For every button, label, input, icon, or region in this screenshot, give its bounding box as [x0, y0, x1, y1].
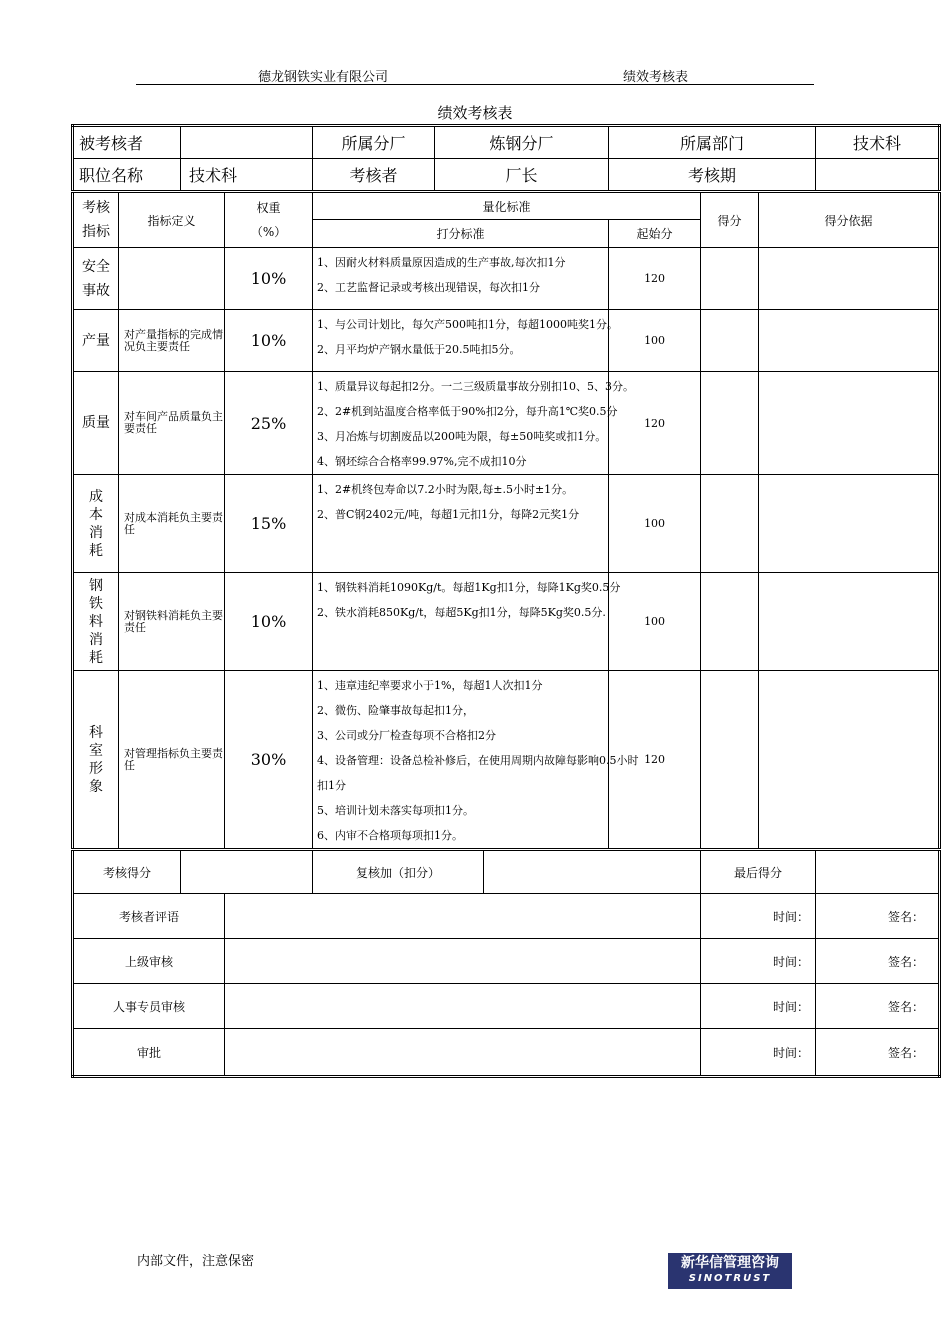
score-cell [701, 248, 759, 310]
examiner-value: 厂长 [435, 159, 609, 192]
approval-row [73, 939, 940, 984]
approval-row [73, 894, 940, 939]
definition-cell [119, 248, 225, 310]
approval-comment [225, 1029, 701, 1077]
approval-time: 时间： [701, 894, 816, 939]
table-row [73, 475, 940, 573]
dept-label: 所属部门 [609, 126, 816, 159]
approval-sign: 签名： [816, 984, 940, 1029]
col-quant: 量化标准 [313, 192, 701, 220]
score-cell [701, 372, 759, 475]
criteria-cell: 1、违章违纪率要求小于1%，每超1人次扣1分 2、微伤、险肇事故每起扣1分， 3、公司或分厂检查每项不合格扣2分 4、设备管理：设备总检补修后，在使用周期内故障每影响0.5小时 扣1分 5、培训计划未落实每项扣1分。 6、内审不合格项每项扣1分。 [313, 671, 609, 850]
table-row [73, 310, 940, 372]
table-row [73, 573, 940, 671]
approval-time: 时间： [701, 939, 816, 984]
approval-comment [225, 894, 701, 939]
period-label: 考核期 [609, 159, 816, 192]
criteria-cell: 1、质量异议每起扣2分。一二三级质量事故分别扣10、5、3分。 2、2#机到站温度合格率低于90%扣2分，每升高1℃奖0.5分 3、月冶炼与切割废品以200吨为限，每±50吨奖或扣1分。 4、钢坯综合合格率99.97%,完不成扣10分 [313, 372, 609, 475]
start-score-cell: 120 [609, 248, 701, 310]
weight-cell: 25% [225, 372, 313, 475]
factory-label: 所属分厂 [313, 126, 435, 159]
approval-sign: 签名： [816, 939, 940, 984]
weight-cell: 10% [225, 248, 313, 310]
approval-label: 考核者评语 [73, 894, 225, 939]
basis-cell [759, 372, 940, 475]
start-score-cell: 100 [609, 475, 701, 573]
basis-cell [759, 573, 940, 671]
score-cell [701, 573, 759, 671]
start-score-cell: 120 [609, 372, 701, 475]
examiner-label: 考核者 [313, 159, 435, 192]
col-score: 得分 [701, 192, 759, 248]
header-company: 德龙钢铁实业有限公司 [258, 70, 389, 85]
logo-cn-text: 新华信管理咨询 [681, 1255, 779, 1271]
basis-cell [759, 248, 940, 310]
criteria-cell: 1、因耐火材料质量原因造成的生产事故,每次扣1分 2、工艺监督记录或考核出现错误，每次扣1分 [313, 248, 609, 310]
examinee-label: 被考核者 [73, 126, 181, 159]
definition-cell: 对管理指标负主要责任 [119, 671, 225, 850]
position-value: 技术科 [181, 159, 313, 192]
basis-cell [759, 310, 940, 372]
weight-cell: 30% [225, 671, 313, 850]
definition-cell: 对产量指标的完成情况负主要责任 [119, 310, 225, 372]
criteria-cell: 1、与公司计划比，每欠产500吨扣1分，每超1000吨奖1分。 2、月平均炉产钢水量低于20.5吨扣5分。 [313, 310, 609, 372]
score-cell [701, 475, 759, 573]
col-definition: 指标定义 [119, 192, 225, 248]
approval-row [73, 984, 940, 1029]
definition-cell: 对钢铁料消耗负主要责任 [119, 573, 225, 671]
position-label: 职位名称 [73, 159, 181, 192]
review-value [484, 850, 701, 894]
examinee-value [181, 126, 313, 159]
definition-cell: 对车间产品质量负主要责任 [119, 372, 225, 475]
sinotrust-logo [668, 1253, 792, 1289]
appraisal-table [71, 124, 941, 1078]
indicator-cell: 质量 [73, 372, 119, 475]
approval-sign: 签名： [816, 1029, 940, 1077]
confidential-note: 内部文件，注意保密 [137, 1254, 255, 1269]
summary-row [73, 850, 940, 894]
review-label: 复核加（扣分） [313, 850, 484, 894]
logo-en-text: SINOTRUST [688, 1273, 772, 1284]
page-title: 绩效考核表 [437, 104, 513, 122]
col-weight: 权重 （%） [225, 192, 313, 248]
definition-cell: 对成本消耗负主要责任 [119, 475, 225, 573]
weight-cell: 10% [225, 573, 313, 671]
approval-sign: 签名： [816, 894, 940, 939]
start-score-cell: 120 [609, 671, 701, 850]
approval-label: 上级审核 [73, 939, 225, 984]
approval-comment [225, 939, 701, 984]
table-row [73, 671, 940, 850]
factory-value: 炼钢分厂 [435, 126, 609, 159]
header-form-name: 绩效考核表 [623, 70, 689, 85]
approval-label: 人事专员审核 [73, 984, 225, 1029]
approval-label: 审批 [73, 1029, 225, 1077]
period-value [816, 159, 940, 192]
col-start-score: 起始分 [609, 220, 701, 248]
dept-value: 技术科 [816, 126, 940, 159]
basis-cell [759, 671, 940, 850]
score-label: 考核得分 [73, 850, 181, 894]
criteria-cell: 1、2#机终包寿命以7.2小时为限,每±.5小时±1分。 2、普C钢2402元/吨，每超1元扣1分，每降2元奖1分 [313, 475, 609, 573]
score-value [181, 850, 313, 894]
approval-time: 时间： [701, 984, 816, 1029]
weight-cell: 15% [225, 475, 313, 573]
final-value [816, 850, 940, 894]
col-indicator: 考核 指标 [73, 192, 119, 248]
approval-comment [225, 984, 701, 1029]
approval-time: 时间： [701, 1029, 816, 1077]
basis-cell [759, 475, 940, 573]
header-rule [136, 84, 814, 85]
weight-cell: 10% [225, 310, 313, 372]
start-score-cell: 100 [609, 573, 701, 671]
table-row [73, 248, 940, 310]
start-score-cell: 100 [609, 310, 701, 372]
table-row [73, 372, 940, 475]
final-label: 最后得分 [701, 850, 816, 894]
indicator-cell: 产量 [73, 310, 119, 372]
indicator-cell: 钢 铁 料 消 耗 [73, 573, 119, 671]
score-cell [701, 671, 759, 850]
criteria-cell: 1、钢铁料消耗1090Kg/t。每超1Kg扣1分，每降1Kg奖0.5分 2、铁水消耗850Kg/t，每超5Kg扣1分，每降5Kg奖0.5分. [313, 573, 609, 671]
col-scoring: 打分标准 [313, 220, 609, 248]
col-basis: 得分依据 [759, 192, 940, 248]
indicator-cell: 科 室 形 象 [73, 671, 119, 850]
score-cell [701, 310, 759, 372]
indicator-cell: 安全 事故 [73, 248, 119, 310]
indicator-cell: 成 本 消 耗 [73, 475, 119, 573]
approval-row [73, 1029, 940, 1077]
